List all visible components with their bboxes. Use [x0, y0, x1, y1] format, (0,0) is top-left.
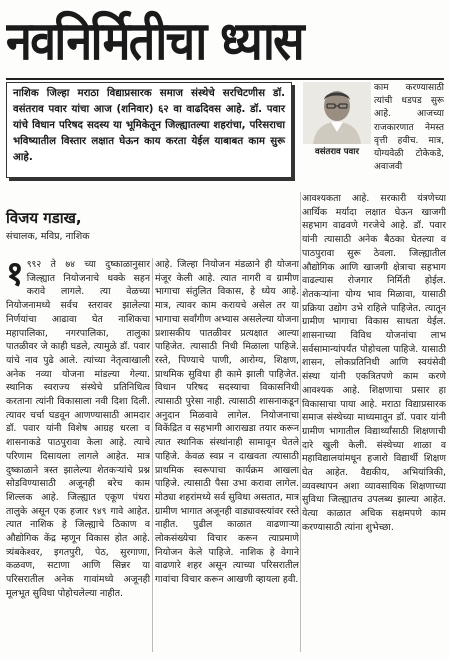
- portrait-block: [303, 82, 371, 160]
- column-divider: [300, 192, 301, 652]
- drop-cap: १: [6, 258, 24, 294]
- article-column-right: आवश्यकता आहे. सरकारी यंत्रणेच्या आर्थिक मर्यादा लक्षात घेऊन खाजगी सहभाग वाढवणे गरजेचे आहे. डॉ. पवार यांनी त्यासाठी अनेक बैठका घेतल्या व पाठपुरावा सुरू ठेवला. जिल्ह्यातील औद्योगिक आणि खाजगी क्षेत्राचा सहभाग वाढल्यास रोजगार निर्मिती होईल. शेतकऱ्यांना योग्य भाव मिळावा, यासाठी प्रक्रिया उद्योग उभे राहिले पाहिजेत. त्यातून ग्रामीण भागाचा विकास साधता येईल. शासनाच्या विविध योजनांचा लाभ सर्वसामान्यांपर्यंत पोहोचला पाहिजे. यासाठी शासन, लोकप्रतिनिधी आणि स्वयंसेवी संस्था यांनी एकत्रितपणे काम करणे आवश्यक आहे. शिक्षणाचा प्रसार हा विकासाचा पाया आहे. मराठा विद्याप्रसारक समाज संस्थेच्या माध्यमातून डॉ. पवार यांनी ग्रामीण भागातील विद्यार्थ्यांसाठी शिक्षणाची दारे खुली केली. संस्थेच्या शाळा व महाविद्यालयांमधून हजारो विद्यार्थी शिक्षण घेत आहेत. वैद्यकीय, अभियांत्रिकी, व्यवस्थापन अशा व्यावसायिक शिक्षणाच्या सुविधा जिल्ह्यातच उपलब्ध झाल्या आहेत. येत्या काळात अधिक सक्षमपणे काम करण्यासाठी त्यांना शुभेच्छा.: [302, 193, 446, 533]
- article-column-middle: आहे. जिल्हा नियोजन मंडळाने ही योजना मंजूर केली आहे. त्यात नागरी व ग्रामीण भागाचा संतुलित विकास, हे ध्येय आहे. मात्र, त्यावर काम करायचे असेल तर या भागाचा सर्वांगीण अभ्यास असलेल्या योजना प्रशासकीय पातळीवर प्रत्यक्षात आल्या पाहिजेत. त्यासाठी निधी मिळाला पाहिजे. रस्ते, पिण्याचे पाणी, आरोग्य, शिक्षण, प्राथमिक सुविधा ही कामे झाली पाहिजेत. विधान परिषद सदस्याचा विकासनिधी त्यासाठी पुरेसा नाही. त्यासाठी शासनाकडून अनुदान मिळवावे लागेल. नियोजनाचा विकेंद्रित व सहभागी आराखडा तयार करून त्यात स्थानिक संस्थांनाही सामावून घेतले पाहिजे. केवळ स्वप्न न दाखवता त्यासाठी प्राथमिक स्वरूपाचा कार्यक्रम आखला पाहिजे. त्यासाठी पैसा उभा करावा लागेल. मोठ्या शहरांमध्ये सर्व सुविधा असतात, मात्र ग्रामीण भागात अजूनही वाड्यावस्त्यांवर रस्ते नाहीत. पुढील काळात वाढणाऱ्या लोकसंख्येचा विचार करून त्याप्रमाणे नियोजन केले पाहिजे. नाशिक हे वेगाने वाढणारे शहर असून त्याच्या परिसरातील गावांचा विचार करून आखणी व्हायला हवी.: [155, 259, 299, 586]
- summary-box: नाशिक जिल्हा मराठा विद्याप्रसारक समाज संस्थेचे सरचिटणीस डॉ. वसंतराव पवार यांचा आज (शनिवार) ६२ वा वाढदिवस आहे. डॉ. पवार यांचे विधान परिषद सदस्य या भूमिकेतून जिल्ह्यातल्या शहरांचा, परिसराचा भविष्यातील विस्तार लक्षात घेऊन काय करता येईल याबाबत काम सुरू आहे.: [6, 82, 292, 178]
- column-left-text: ९९२ ते ७४ च्या दुष्काळानुसार जिल्ह्यात नियोजनाचे धक्के सहन करावे लागले. त्या वेळच्या नियोजनामध्ये सर्वच स्तरावर झालेल्या निर्णयांचा आढावा घेत नाशिकचा महापालिका, नगरपालिका, तालुका पातळीवर जे काही घडले, त्यामुळे डॉ. पवार यांचे नाव पुढे आले. त्यांच्या नेतृत्वाखाली अनेक नव्या योजना मांडल्या गेल्या. स्थानिक स्वराज्य संस्थेचे प्रतिनिधित्व करताना त्यांनी विकासाला नवी दिशा दिली. त्यावर चर्चा घडवून आणण्यासाठी आमदार डॉ. पवार यांनी विशेष आग्रह धरला व शासनाकडे पाठपुरावा केला आहे. त्याचे परिणाम दिसायला लागले आहेत. मात्र दुष्काळाने त्रस्त झालेल्या शेतकऱ्यांचे प्रश्न सोडविण्यासाठी अजूनही बरेच काम शिल्लक आहे. जिल्ह्यात एकूण पंधरा तालुके असून एक हजार ९४९ गावे आहेत. त्यात नाशिक हे जिल्ह्याचे ठिकाण व औद्योगिक केंद्र म्हणून विकास होत आहे. त्र्यंबकेश्वर, इगतपुरी, पेठ, सुरगाणा, कळवण, सटाणा आणि सिन्नर या परिसरातील अनेक गावांमध्ये अजूनही मूलभूत सुविधा पोहोचलेल्या नाहीत.: [6, 259, 150, 599]
- intro-column: काम करण्यासाठी त्यांची धडपड सुरू आहे. आजच्या राजकारणात नेमस्त वृत्ती हवीच. मात्र, योग्यवेळी टोकेकडे, अवाजवी: [374, 83, 444, 173]
- headline: नवनिर्मितीचा ध्यास: [6, 11, 303, 72]
- article-column-left: [6, 258, 150, 652]
- portrait-photo: [303, 82, 371, 144]
- headline-rule: [6, 78, 444, 80]
- byline: [6, 208, 150, 242]
- column-divider: [152, 258, 153, 652]
- portrait-caption: वसंतराव पवार: [315, 147, 359, 157]
- byline-name: विजय गडाख,: [6, 209, 82, 227]
- byline-role: संचालक, मविप्र, नाशिक: [6, 231, 90, 242]
